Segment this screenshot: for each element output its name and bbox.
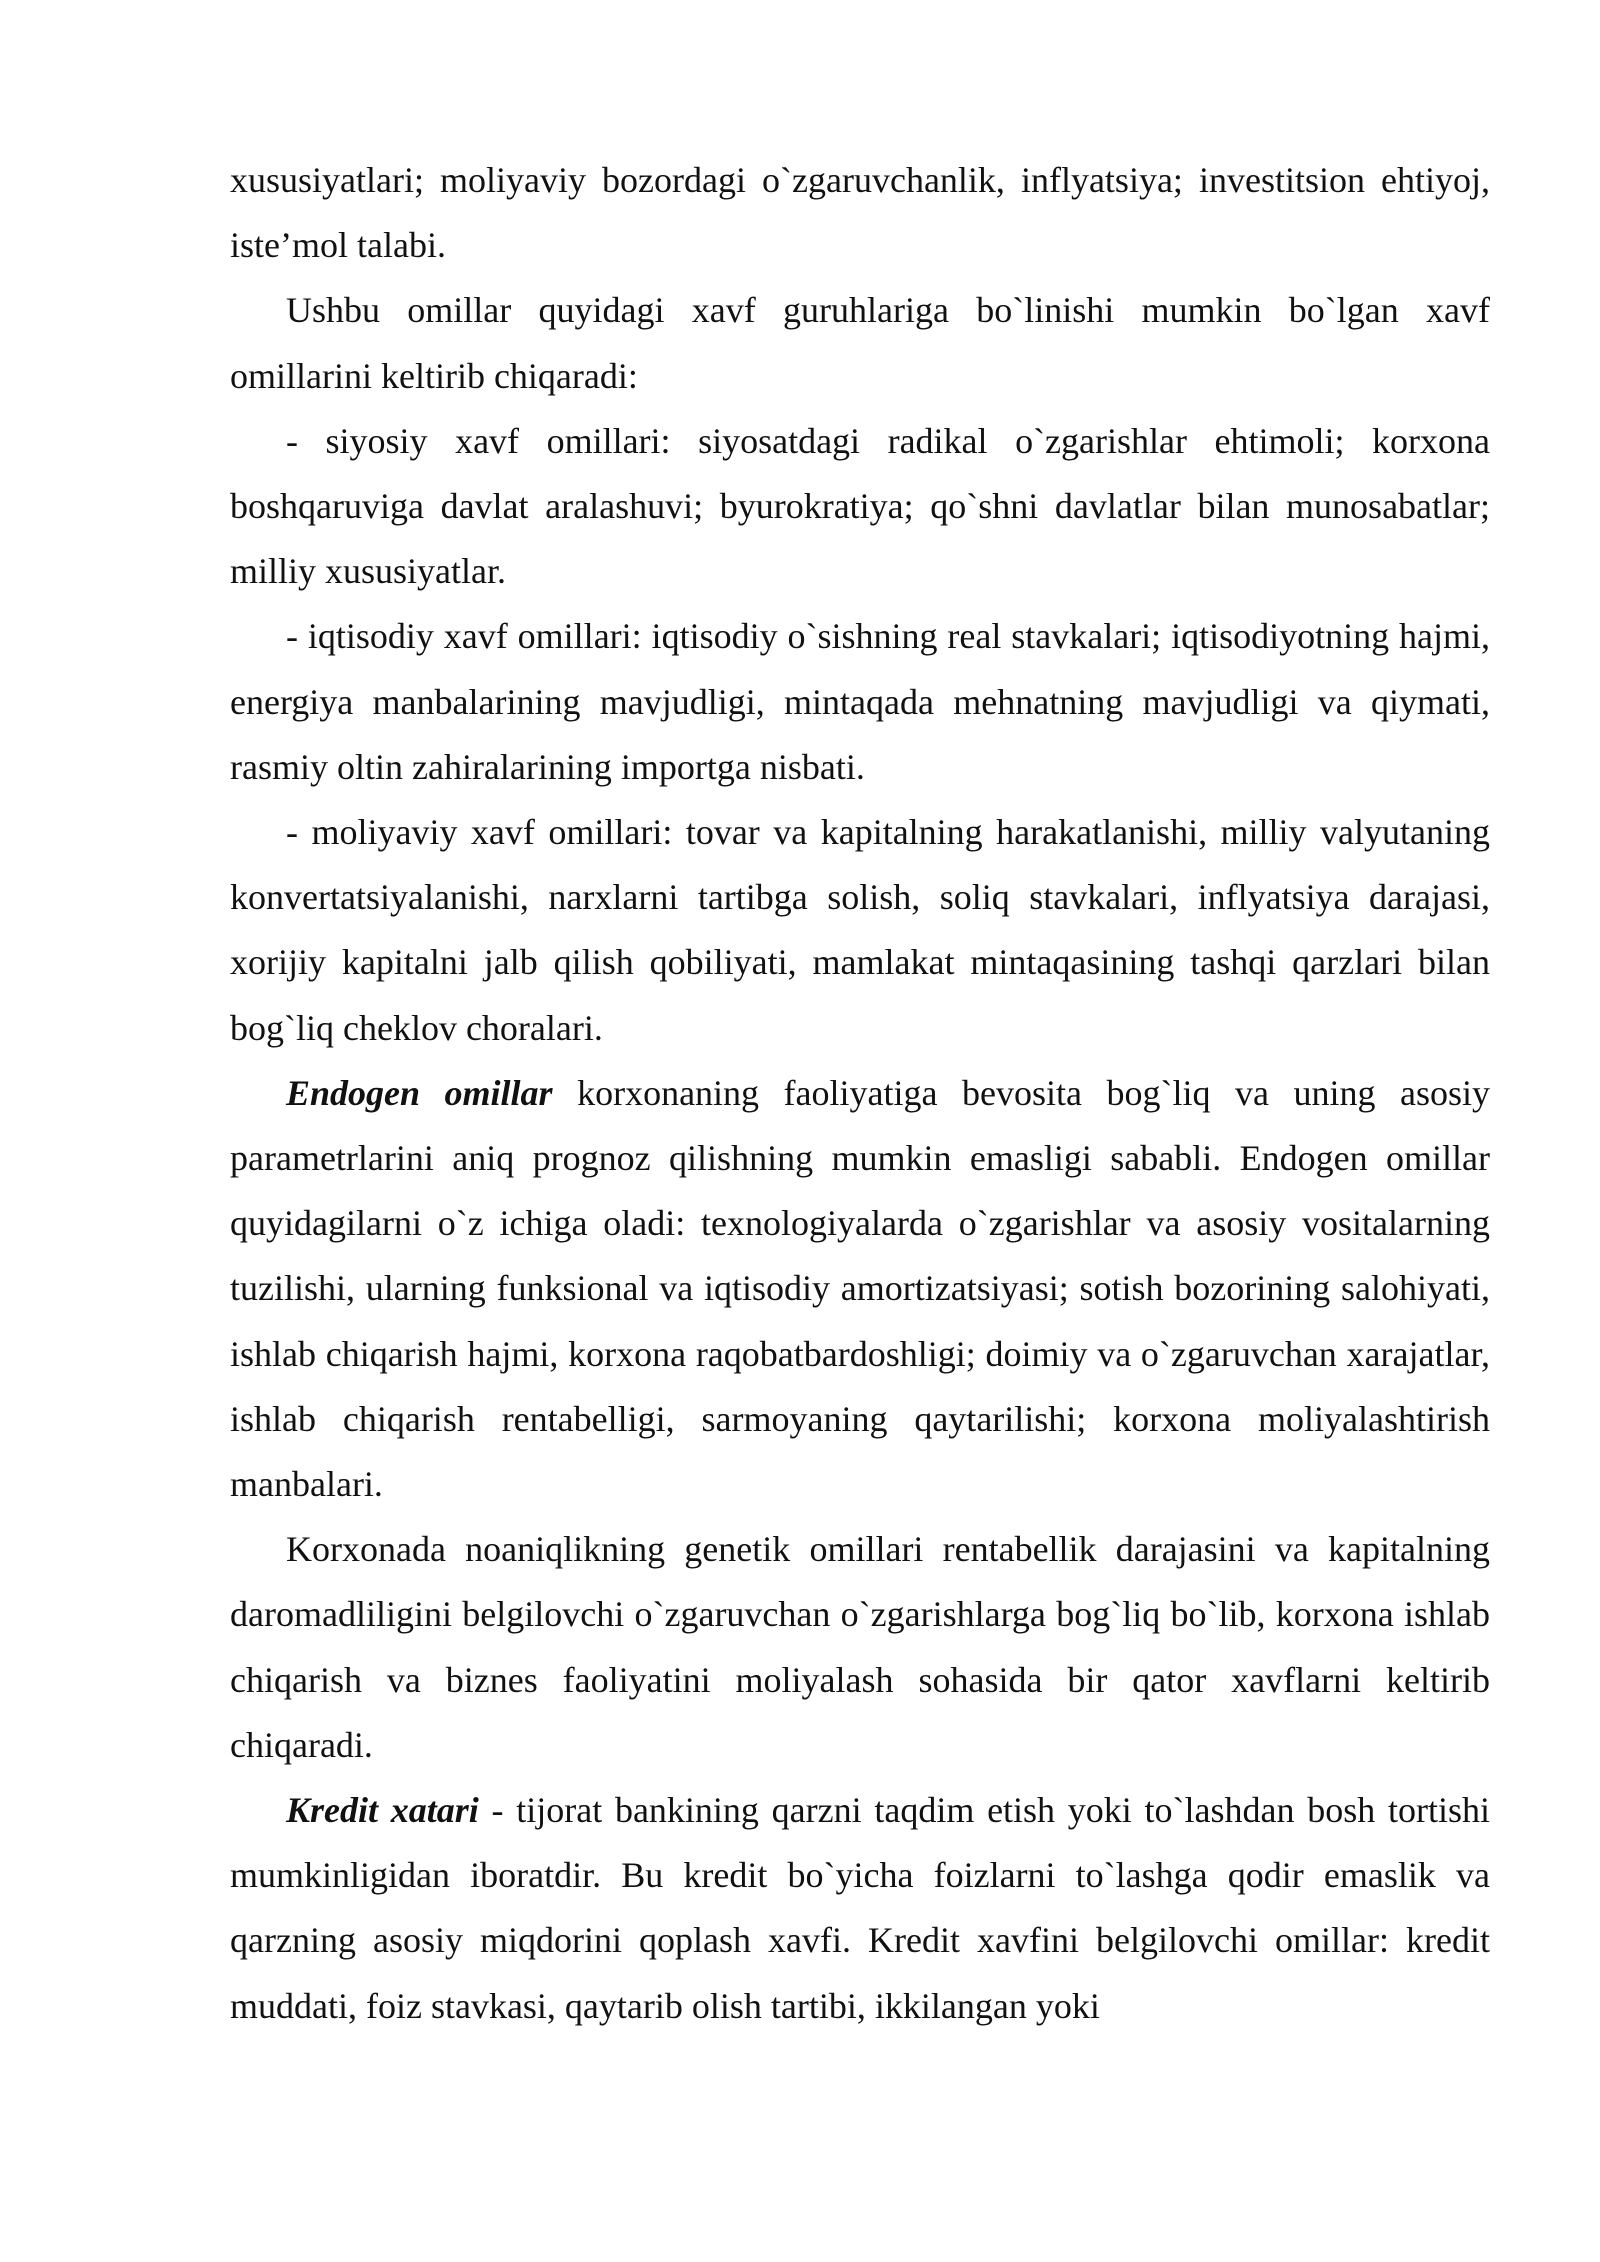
paragraph-genetic-factors bbox=[230, 1517, 1490, 1778]
paragraph-text: Korxonada noaniqlikning genetik omillari rentabellik darajasini va kapitalning daromadliligini belgilovchi o`zgaruvchan o`zgarishlarga bog`liq bo`lib, korxona ishlab chiqarish va biznes faoliyatini moliyalash sohasida bir qator xavflarni keltirib chiqaradi. bbox=[230, 1529, 1490, 1765]
paragraph-credit-risk bbox=[230, 1778, 1490, 2039]
paragraph-text: xususiyatlari; moliyaviy bozordagi o`zgaruvchanlik, inflyatsiya; investitsion ehtiyoj, iste’mol talabi. bbox=[230, 160, 1490, 266]
term-kredit-xatari: Kredit xatari bbox=[286, 1790, 479, 1831]
paragraph-endogen-factors bbox=[230, 1061, 1490, 1517]
list-item-political-risk bbox=[230, 409, 1490, 605]
list-item-financial-risk bbox=[230, 800, 1490, 1061]
paragraph-text: korxonaning faoliyatiga bevosita bog`liq va uning asosiy parametrlarini aniq prognoz qilishning mumkin emasligi sababli. Endogen omillar quyidagilarni o`z ichiga oladi: texnologiyalarda o`zgarishlar va asosiy vositalarning tuzilishi, ularning funksional va iqtisodiy amortizatsiyasi; sotish bozorining salohiyati, ishlab chiqarish hajmi, korxona raqobatbardoshligi; doimiy va o`zgaruvchan xarajatlar, ishlab chiqarish rentabelligi, sarmoyaning qaytarilishi; korxona moliyalashtirish manbalari. bbox=[230, 1072, 1490, 1505]
paragraph-text: - iqtisodiy xavf omillari: iqtisodiy o`sishning real stavkalari; iqtisodiyotning hajmi, energiya manbalarining mavjudligi, mintaqada mehnatning mavjudligi va qiymati, rasmiy oltin zahiralarining importga nisbati. bbox=[230, 616, 1490, 787]
paragraph-text: - moliyaviy xavf omillari: tovar va kapitalning harakatlanishi, milliy valyutaning konvertatsiyalanishi, narxlarni tartibga solish, soliq stavkalari, inflyatsiya darajasi, xorijiy kapitalni jalb qilish qobiliyati, mamlakat mintaqasining tashqi qarzlari bilan bog`liq cheklov choralari. bbox=[230, 812, 1490, 1048]
paragraph-continuation bbox=[230, 148, 1490, 278]
paragraph-text: - siyosiy xavf omillari: siyosatdagi radikal o`zgarishlar ehtimoli; korxona boshqaruviga davlat aralashuvi; byurokratiya; qo`shni davlatlar bilan munosabatlar; milliy xususiyatlar. bbox=[230, 420, 1490, 592]
paragraph-risk-groups-intro bbox=[230, 278, 1490, 408]
document-body bbox=[230, 148, 1490, 2039]
list-item-economic-risk bbox=[230, 604, 1490, 800]
term-endogen-omillar: Endogen omillar bbox=[286, 1072, 553, 1113]
paragraph-text: Ushbu omillar quyidagi xavf guruhlariga bo`linishi mumkin bo`lgan xavf omillarini keltirib chiqaradi: bbox=[230, 290, 1490, 396]
paragraph-text: - tijorat bankining qarzni taqdim etish yoki to`lashdan bosh tortishi mumkinligidan iboratdir. Bu kredit bo`yicha foizlarni to`lashga qodir emaslik va qarzning asosiy miqdorini qoplash xavfi. Kredit xavfini belgilovchi omillar: kredit muddati, foiz stavkasi, qaytarib olish tartibi, ikkilangan yoki bbox=[230, 1790, 1490, 2026]
